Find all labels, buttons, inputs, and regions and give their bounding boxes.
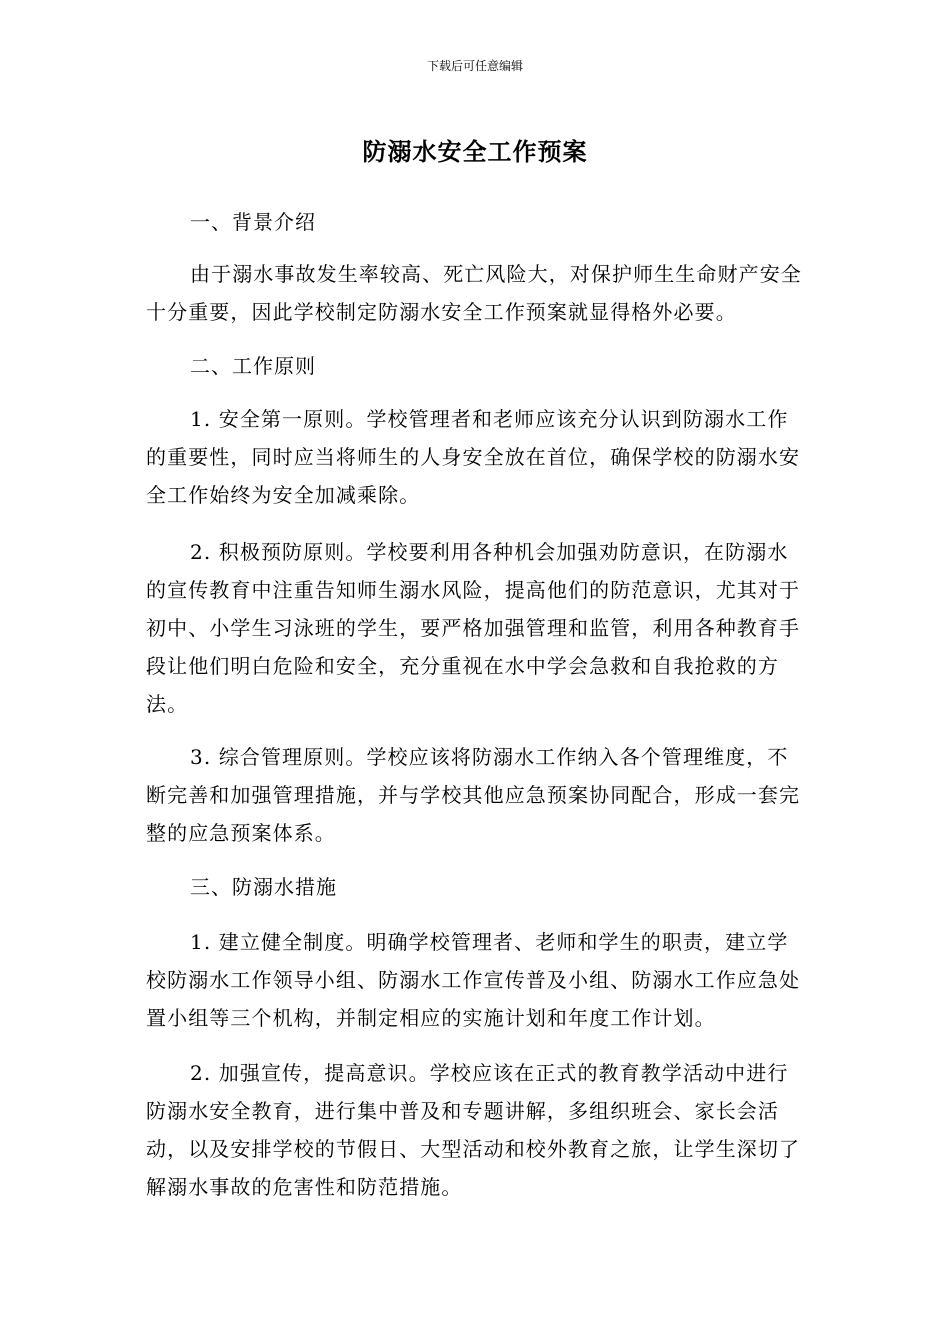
paragraph-measure-1: 1. 建立健全制度。明确学校管理者、老师和学生的职责，建立学校防溺水工作领导小组、防溺水工作宣传普及小组、防溺水工作应急处置小组等三个机构，并制定相应的实施计划和年度工作计划。 (146, 930, 801, 1030)
paragraph-principle-1: 1. 安全第一原则。学校管理者和老师应该充分认识到防溺水工作的重要性，同时应当将师生的人身安全放在首位，确保学校的防溺水安全工作始终为安全加减乘除。 (146, 407, 801, 507)
paragraph-measure-2: 2. 加强宣传，提高意识。学校应该在正式的教育教学活动中进行防溺水安全教育，进行集中普及和专题讲解，多组织班会、家长会活动，以及安排学校的节假日、大型活动和校外教育之旅，让学生深切了解溺水事故的危害性和防范措施。 (146, 1061, 801, 1199)
paragraph-principle-2: 2. 积极预防原则。学校要利用各种机会加强劝防意识，在防溺水的宣传教育中注重告知师生溺水风险，提高他们的防范意识，尤其对于初中、小学生习泳班的学生，要严格加强管理和监管，利用各种教育手段让他们明白危险和安全，充分重视在水中学会急救和自我抢救的方法。 (146, 540, 801, 716)
paragraph-background: 由于溺水事故发生率较高、死亡风险大，对保护师生生命财产安全十分重要，因此学校制定防溺水安全工作预案就显得格外必要。 (146, 262, 802, 324)
section-heading-background: 一、背景介绍 (190, 210, 316, 234)
document-title: 防溺水安全工作预案 (362, 138, 588, 166)
header-note: 下载后可任意编辑 (426, 59, 523, 73)
section-heading-principles: 二、工作原则 (190, 354, 316, 378)
section-heading-measures: 三、防溺水措施 (190, 875, 337, 899)
paragraph-principle-3: 3. 综合管理原则。学校应该将防溺水工作纳入各个管理维度，不断完善和加强管理措施，并与学校其他应急预案协同配合，形成一套完整的应急预案体系。 (146, 745, 801, 845)
